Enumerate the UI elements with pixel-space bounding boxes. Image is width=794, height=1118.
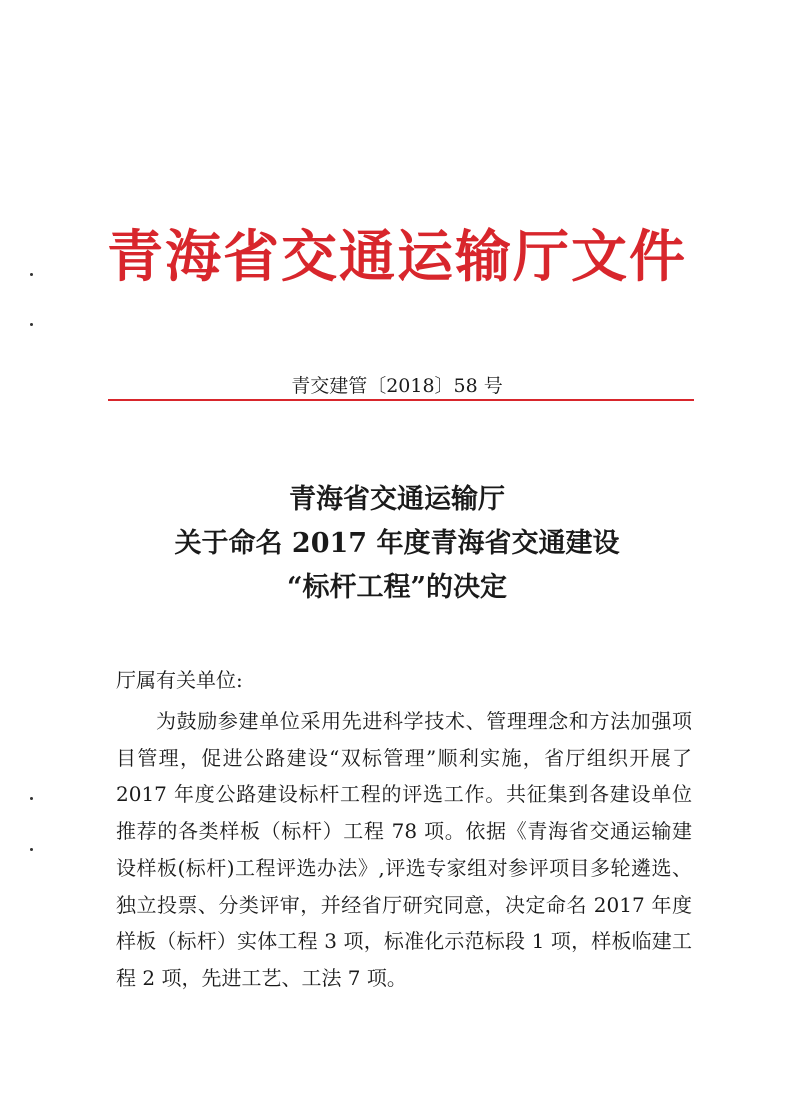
body-paragraph: 为鼓励参建单位采用先进科学技术、管理理念和方法加强项目管理，促进公路建设“双标管理”顺利实施，省厅组织开展了 2017 年度公路建设标杆工程的评选工作。共征集到各建设单位推荐的各类样板（标杆）工程 78 项。依据《青海省交通运输建设样板(标杆)工程评选办法》,评选专家组对参评项目多轮遴选、独立投票、分类评审，并经省厅研究同意，决定命名 2017 年度样板（标杆）实体工程 3 项，标准化示范标段 1 项，样板临建工程 2 项，先进工艺、工法 7 项。 — [116, 709, 692, 990]
title-line-3: “标杆工程”的决定 — [286, 572, 508, 603]
addressee: 厅属有关单位: — [116, 668, 243, 692]
binding-hole-mark — [30, 323, 33, 326]
binding-hole-mark — [30, 848, 33, 851]
document-masthead: 青海省交通运输厅文件 — [107, 225, 687, 290]
binding-hole-mark — [30, 797, 33, 800]
document-title — [0, 478, 794, 610]
document-number: 青交建管〔2018〕58 号 — [291, 375, 503, 397]
title-line-1: 青海省交通运输厅 — [289, 484, 505, 515]
title-line-2: 关于命名 2017 年度青海省交通建设 — [174, 528, 620, 559]
binding-hole-mark — [30, 273, 33, 276]
masthead-red-rule — [108, 399, 694, 401]
